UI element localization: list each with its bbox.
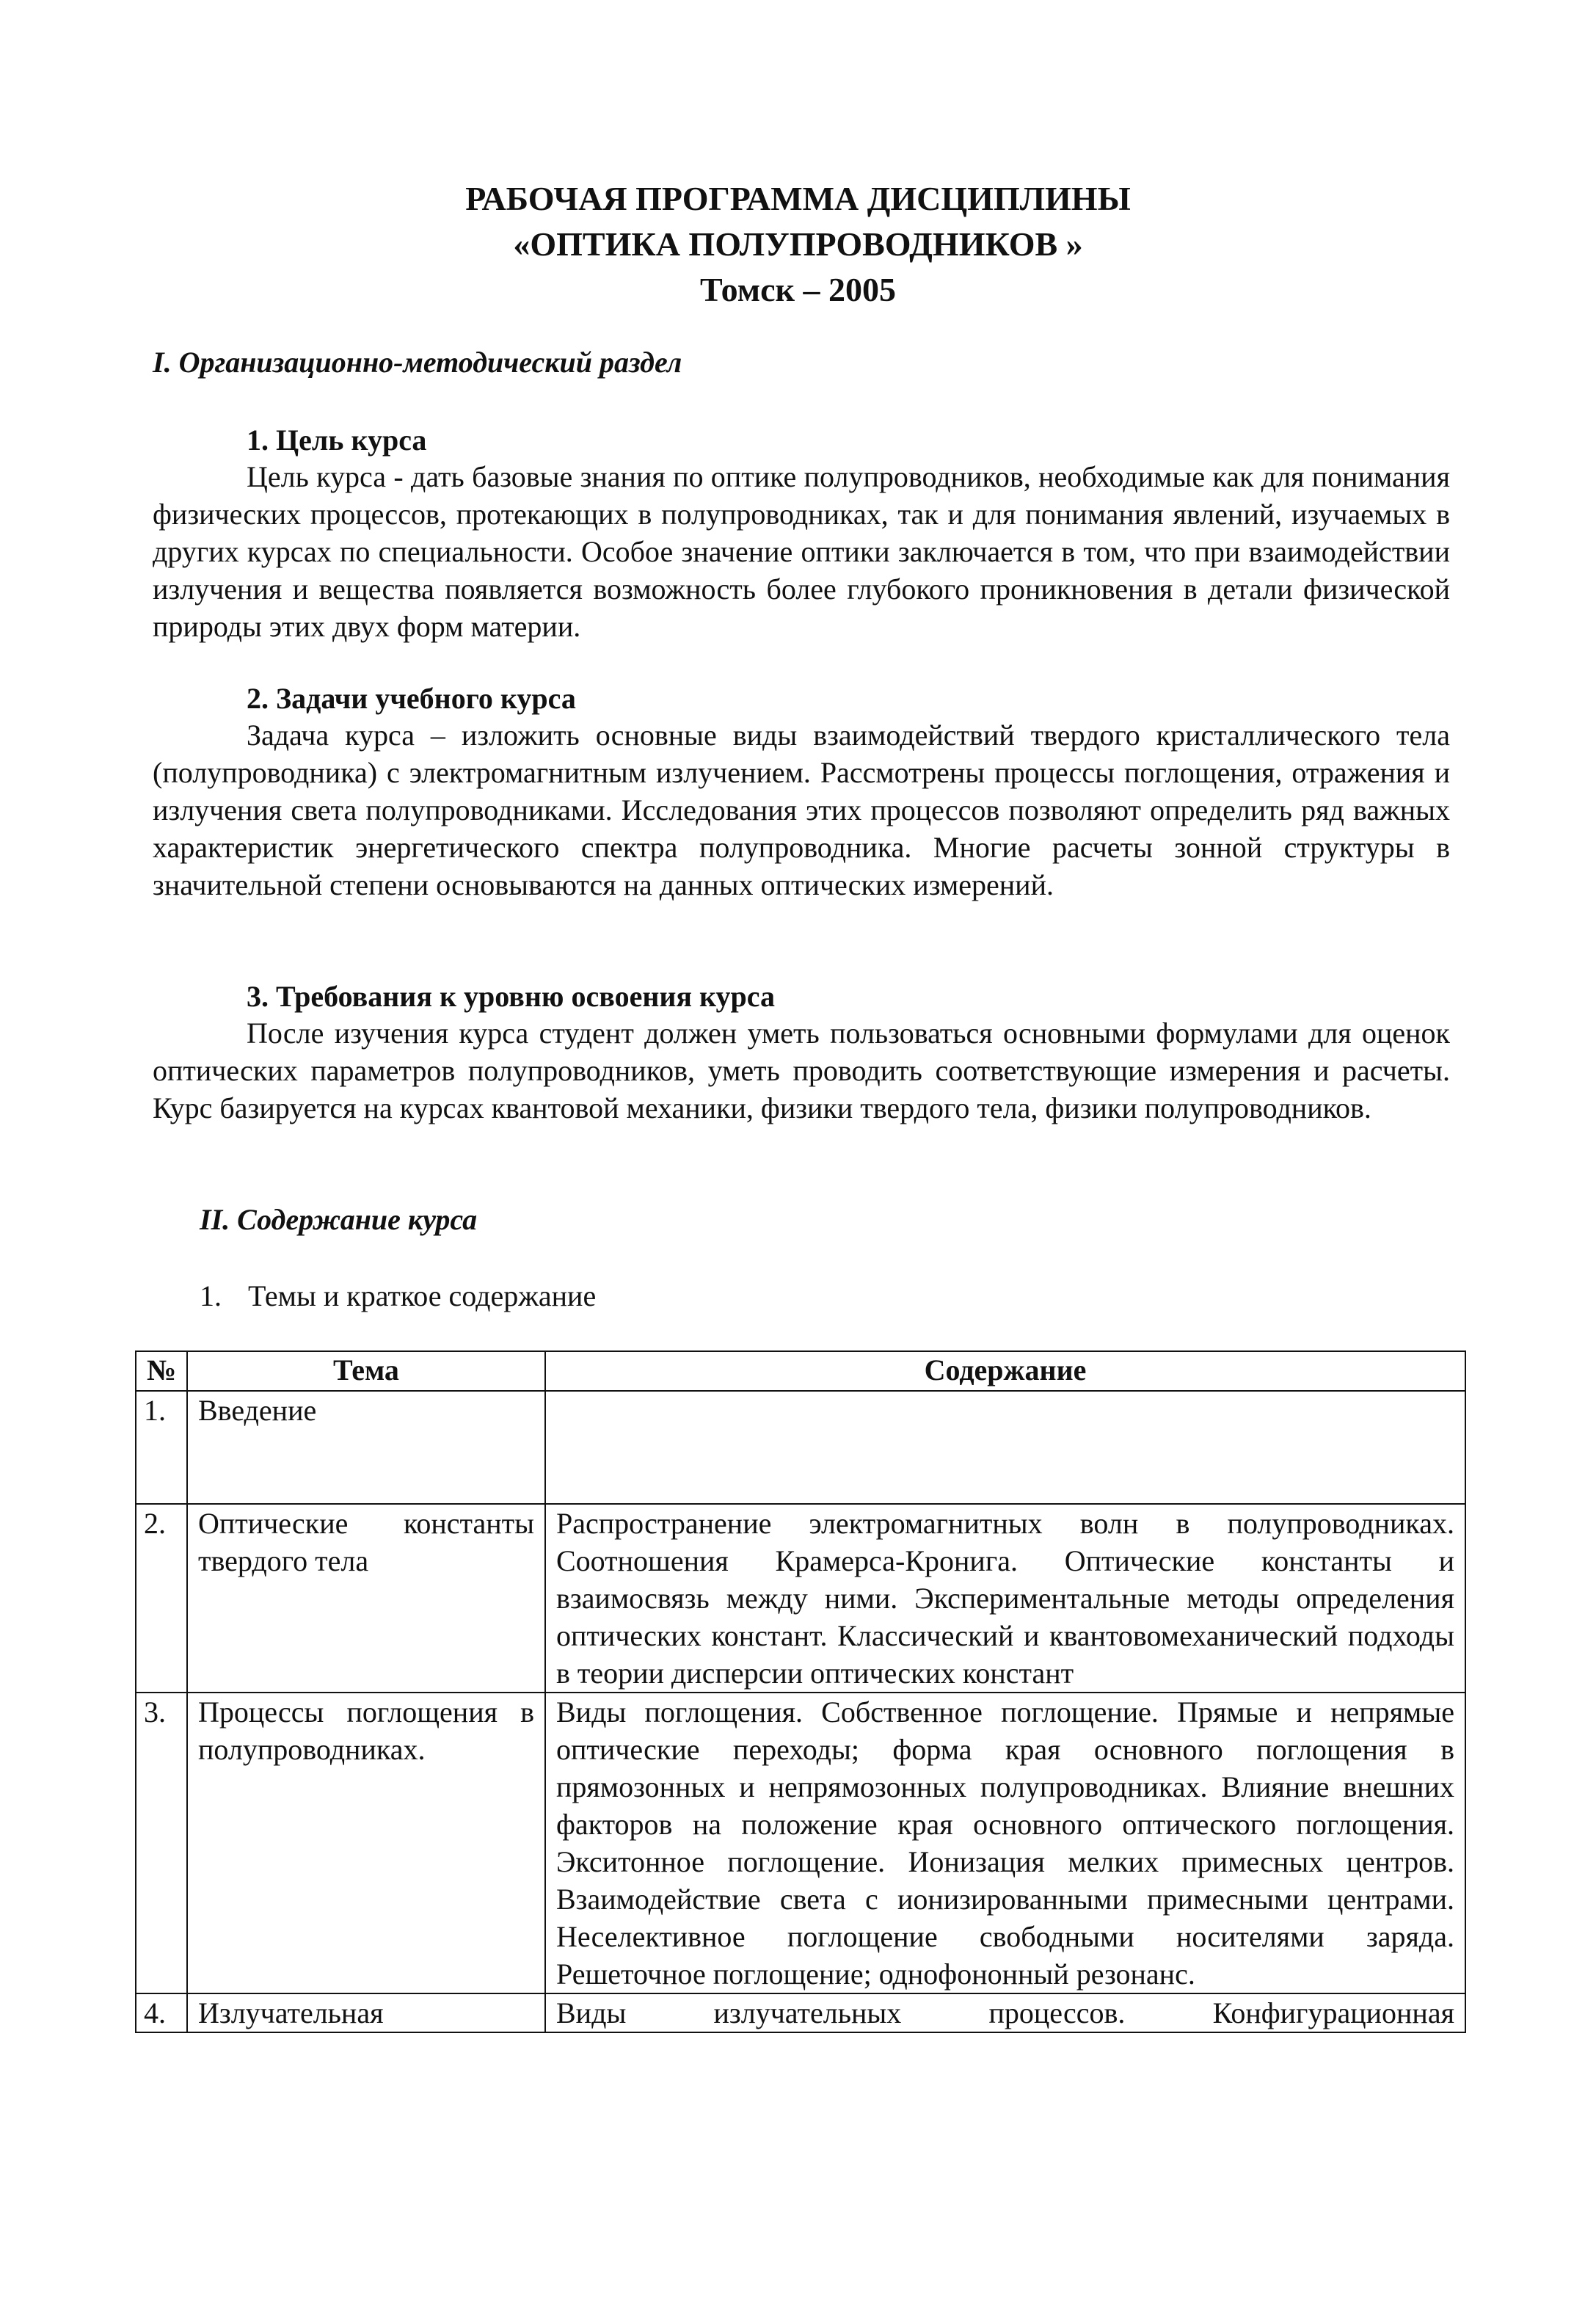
row-num: 4. — [136, 1993, 187, 2032]
tasks-paragraph: Задача курса – изложить основные виды взаимодействий твердого кристаллического тела (полупроводника) с электромагнитным излучением. Рассмотрены процессы поглощения, отражения и излучения света полупроводниками. Исследования этих процессов позволяют определить ряд важных характеристик энергетического спектра полупроводника. Многие расчеты зонной структуры в значительной степени основываются на данных оптических измерений. — [153, 719, 1450, 901]
row-content: Распространение электромагнитных волн в полупроводниках. Соотношения Крамерса-Кронига. Оптические константы и взаимосвязь между ними. Экспериментальные методы определения оптических констант. Классический и квантовомеханический подходы в теории дисперсии оптических констант — [545, 1504, 1465, 1693]
header-num: № — [136, 1351, 187, 1391]
document-title: РАБОЧАЯ ПРОГРАММА ДИСЦИПЛИНЫ — [465, 180, 1131, 217]
table-row — [136, 1693, 1465, 1993]
goal-paragraph: Цель курса - дать базовые знания по оптике полупроводников, необходимые как для понимания физических процессов, протекающих в полупроводниках, так и для понимания явлений, изучаемых в других курсах по специальности. Особое значение оптики заключается в том, что при взаимодействии излучения и вещества появляется возможность более глубокого проникновения в детали физической природы этих двух форм материи. — [153, 460, 1450, 643]
row-content: Виды излучательных процессов. Конфигурационная — [545, 1993, 1465, 2032]
row-num: 3. — [136, 1693, 187, 1993]
row-num: 1. — [136, 1391, 187, 1504]
list-text: Темы и краткое содержание — [248, 1279, 597, 1312]
city-year: Томск – 2005 — [700, 271, 896, 308]
section-2-title: II. Содержание курса — [200, 1203, 478, 1236]
requirements-heading: 3. Требования к уровню освоения курса — [247, 980, 776, 1013]
tasks-heading: 2. Задачи учебного курса — [247, 682, 576, 715]
row-num: 2. — [136, 1504, 187, 1693]
row-topic: Оптические константы твердого тела — [187, 1504, 545, 1693]
section-1-title: I. Организационно-методический раздел — [153, 346, 682, 379]
row-topic: Процессы поглощения в полупроводниках. — [187, 1693, 545, 1993]
discipline-name: «ОПТИКА ПОЛУПРОВОДНИКОВ » — [513, 225, 1083, 263]
table-row — [136, 1504, 1465, 1693]
topics-table — [135, 1351, 1466, 2033]
table-header-row — [136, 1351, 1465, 1391]
requirements-paragraph: После изучения курса студент должен уметь пользоваться основными формулами для оценок оптических параметров полупроводников, уметь проводить соответствующие измерения и расчеты. Курс базируется на курсах квантовой механики, физики твердого тела, физики полупроводников. — [153, 1017, 1450, 1124]
header-topic: Тема — [187, 1351, 545, 1391]
table-row — [136, 1391, 1465, 1504]
row-content: Виды поглощения. Собственное поглощение. Прямые и непрямые оптические переходы; форма края основного поглощения в прямозонных и непрямозонных полупроводниках. Влияние внешних факторов на положение края основного оптического поглощения. Экситонное поглощение. Ионизация мелких примесных центров. Взаимодействие света с ионизированными примесными центрами. Неселективное поглощение свободными носителями заряда. Решеточное поглощение; однофононный резонанс. — [545, 1693, 1465, 1993]
topics-list-item — [200, 1279, 596, 1313]
row-topic: Излучательная — [187, 1993, 545, 2032]
header-content: Содержание — [545, 1351, 1465, 1391]
row-topic: Введение — [187, 1391, 545, 1504]
document-header — [0, 176, 1596, 313]
row-content — [545, 1391, 1465, 1504]
table-row — [136, 1993, 1465, 2032]
list-number: 1. — [200, 1279, 222, 1312]
goal-heading: 1. Цель курса — [247, 423, 427, 457]
